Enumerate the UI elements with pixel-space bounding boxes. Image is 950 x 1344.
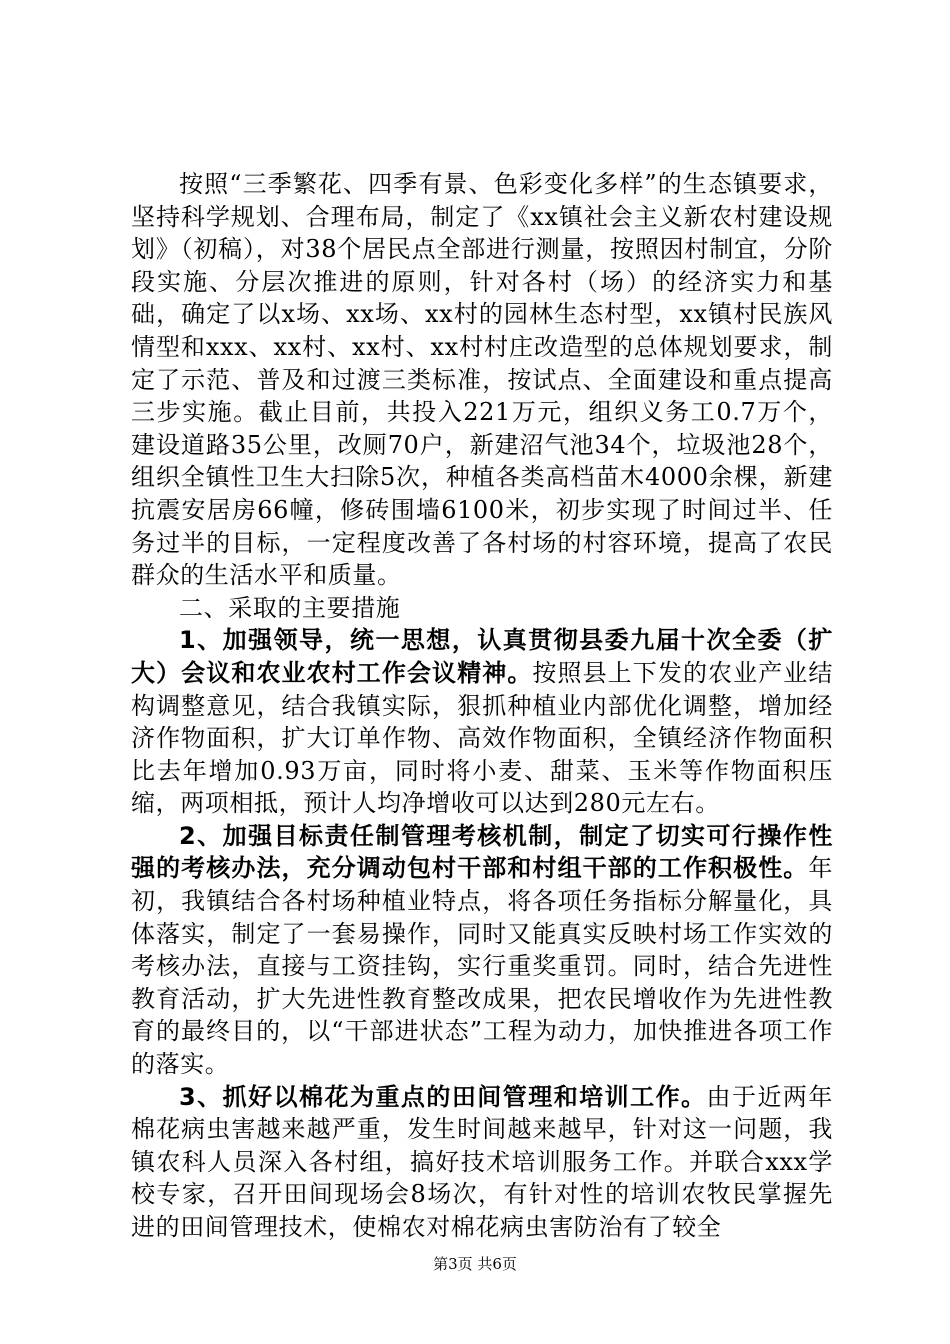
measure-3-text: 由于近两年棉花病虫害越来越严重，发生时间越来越早，针对这一问题，我镇农科人员深入各村组，搞好技术培训服务工作。并联合xxx学校专家，召开田间现场会8场次，有针对性的培训农牧民掌握先进的田间管理技术，使棉农对棉花病虫害防治有了较全 — [131, 1082, 833, 1241]
section-heading: 二、采取的主要措施 — [179, 593, 401, 622]
measure-1-text: 按照县上下发的农业产业结构调整意见，结合我镇实际，狠抓种植业内部优化调整，增加经济作物面积，扩大订单作物、高效作物面积，全镇经济作物面积比去年增加0.93万亩，同时将小麦、甜菜、玉米等作物面积压缩，两项相抵，预计人均净增收可以达到280元左右。 — [131, 658, 833, 818]
measure-2-lead: 2、加强目标责任制管理考核机制，制定了切实可行操作性强的考核办法，充分调动包村干部和村组干部的工作积极性。 — [131, 821, 833, 883]
page-footer: 第3页 共6页 — [433, 1255, 517, 1273]
paragraph-measure-2 — [131, 820, 833, 1081]
measure-2-text: 年初，我镇结合各村场种植业特点，将各项任务指标分解量化，具体落实，制定了一套易操作，同时又能真实反映村场工作实效的考核办法，直接与工资挂钩，实行重奖重罚。同时，结合先进性教育活动，扩大先进性教育整改成果，把农民增收作为先进性教育的最终目的，以“干部进状态”工程为动力，加快推进各项工作的落实。 — [131, 854, 833, 1079]
paragraph-text: 按照“三季繁花、四季有景、色彩变化多样”的生态镇要求，坚持科学规划、合理布局，制定了《xx镇社会主义新农村建设规划》（初稿），对38个居民点全部进行测量，按照因村制宜，分阶段实施、分层次推进的原则，针对各村（场）的经济实力和基础，确定了以x场、xx场、xx村的园林生态村型，xx镇村民族风情型和xxx、xx村、xx村、xx村村庄改造型的总体规划要求，制定了示范、普及和过渡三类标准，按试点、全面建设和重点提高三步实施。截止目前，共投入221万元，组织义务工0.7万个，建设道路35公里，改厕70户，新建沼气池34个，垃圾池28个，组织全镇性卫生大扫除5次，种植各类高档苗木4000余棵，新建抗震安居房66幢，修砖围墙6100米，初步实现了时间过半、任务过半的目标，一定程度改善了各村场的村容环境，提高了农民群众的生活水平和质量。 — [131, 170, 833, 590]
paragraph-measure-1 — [131, 624, 833, 820]
measure-3-lead: 3、抓好以棉花为重点的田间管理和培训工作。 — [179, 1082, 707, 1111]
paragraph-planning-summary — [131, 168, 833, 592]
measure-1-lead: 1、加强领导，统一思想，认真贯彻县委九届十次全委（扩大）会议和农业农村工作会议精神。 — [131, 626, 833, 687]
document-body — [131, 168, 833, 1244]
paragraph-measure-3 — [131, 1081, 833, 1244]
